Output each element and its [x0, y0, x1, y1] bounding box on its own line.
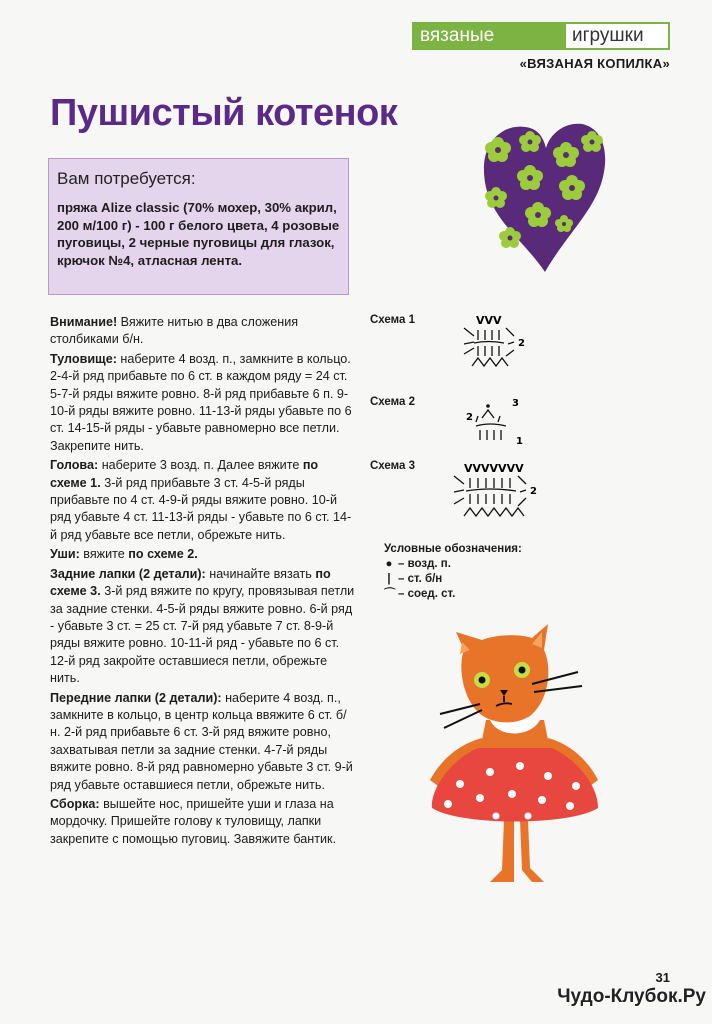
front-paws-text: наберите 4 возд. п., замкните в кольцо, в центр кольца ввяжите 6 ст. б/н. 2-й ряд прибавьте 6 ст. 3-й ряд вяжите ровно, захватывая петли за задние стенки. 4-7-й ряды вяжите ровно. 8-й ряд равномерно убавьте 3 ст. 9-й ряд убавьте оставшиеся петли, обрежьте нить.: [50, 690, 353, 792]
back-paws-scheme: по схеме 3.: [50, 566, 331, 599]
magazine-section: «ВЯЗАНАЯ КОПИЛКА»: [519, 56, 670, 71]
materials-box: [48, 158, 349, 295]
legend-symbol-slip: ⌒: [384, 588, 396, 600]
watermark: Чудо-Клубок.Ру: [557, 986, 706, 1007]
scheme-3-diagram: [450, 460, 542, 520]
materials-text: пряжа Alize classic (70% мохер, 30% акрил, 200 м/100 г) - 100 г белого цвета, 4 розовые пуговицы, 2 черные пуговицы для глазок, крючок №4, атласная лента.: [57, 200, 340, 268]
instruction-body: [50, 351, 355, 455]
legend-title: Условные обозначения:: [384, 543, 522, 555]
heart-illustration: [480, 120, 610, 275]
page-number: 31: [655, 970, 670, 985]
category-tag-right: игрушки: [566, 24, 668, 48]
scheme-3-label: Схема 3: [370, 460, 416, 472]
instruction-assembly: [50, 796, 355, 848]
head-text-2: 3-й ряд прибавьте 3 ст. 4-5-й ряды прибавьте по 4 ст. 4-9-й ряды вяжите ровно. 10-й ряд убавьте 4 ст. 11-13-й ряды - убавьте по 6 ст. 14-й ряд убавьте все петли, обрежьте нить.: [50, 475, 352, 542]
scheme-2-right-number: 3: [512, 398, 519, 409]
cat-illustration: [420, 620, 610, 900]
instructions: [50, 314, 355, 848]
ears-text: вяжите: [79, 547, 129, 562]
scheme-1-top-marks: VVV: [476, 314, 502, 327]
body-text: наберите 4 возд. п., замкните в кольцо. 2-4-й ряд прибавьте по 6 ст. в каждом ряду = 24 ст. 5-7-й ряды вяжите ровно. 8-й ряд прибавьте 6 п. 9-10-й ряды вяжите ровно. 11-13-й ряды убавьте по 6 ст. 14-15-й ряды - убавьте равномерно все петли. Закрепите нить.: [50, 351, 352, 453]
legend-text: – соед. ст.: [398, 588, 456, 600]
cat-right-leg: [520, 820, 544, 882]
scheme-3-side-number: 2: [530, 486, 537, 497]
scheme-1-diagram: [458, 314, 530, 370]
cat-left-leg: [490, 820, 514, 882]
instruction-back-paws: [50, 566, 355, 688]
attention-text: Вяжите нитью в два сложения столбиками б/н.: [50, 315, 299, 347]
front-paws-label: Передние лапки (2 детали):: [50, 690, 222, 705]
legend: [384, 542, 522, 602]
legend-symbol-chain: ●: [385, 558, 393, 570]
page-title: Пушистый котенок: [50, 92, 398, 134]
back-paws-text-2: 3-й ряд вяжите по кругу, провязывая петли за задние стенки. 4-5-й ряды вяжите ровно. 6-й ряд - убавьте 3 ст. = 25 ст. 7-й ряд убавьте 7 ст. 8-9-й ряды вяжите ровно. 10-11-й ряд - убавьте по 6 ст. 12-й ряд закройте оставшиеся петли, обрежьте нить.: [50, 584, 355, 686]
head-text-1: наберите 3 возд. п. Далее вяжите: [98, 458, 303, 473]
legend-text: – возд. п.: [398, 558, 451, 570]
scheme-2-diagram: [462, 396, 524, 448]
ears-label: Уши:: [50, 547, 80, 562]
attention-label: Внимание!: [50, 315, 118, 329]
instruction-attention: [50, 314, 355, 349]
body-label: Туловище:: [50, 351, 117, 366]
legend-text: – ст. б/н: [398, 573, 443, 585]
legend-item: [384, 587, 522, 602]
back-paws-text-1: начинайте вязать: [205, 566, 316, 581]
scheme-3-top-marks: VVVVVVV: [464, 462, 524, 475]
scheme-2-label: Схема 2: [370, 396, 416, 408]
legend-item: [384, 557, 522, 572]
scheme-1-side-number: 2: [518, 338, 525, 349]
scheme-1-label: Схема 1: [370, 314, 416, 326]
category-tag-left: вязаные: [414, 24, 566, 48]
assembly-label: Сборка:: [50, 796, 100, 811]
legend-item: [384, 572, 522, 587]
legend-symbol-sc: |: [387, 573, 391, 585]
scheme-2-left-number: 2: [466, 412, 473, 423]
instruction-front-paws: [50, 690, 355, 794]
head-label: Голова:: [50, 458, 99, 473]
category-tag: [412, 22, 670, 50]
instruction-head: [50, 457, 355, 544]
instruction-ears: [50, 546, 355, 563]
materials-heading: Вам потребуется:: [57, 169, 196, 188]
head-scheme: по схеме 1.: [50, 458, 319, 490]
ears-scheme: по схеме 2.: [128, 547, 198, 562]
back-paws-label: Задние лапки (2 детали):: [50, 566, 206, 581]
assembly-text: вышейте нос, пришейте уши и глаза на мордочку. Пришейте голову к туловищу, лапки закрепите с помощью пуговиц. Завяжите бантик.: [50, 796, 337, 846]
cat-head: [456, 624, 548, 722]
scheme-2-bottom-number: 1: [516, 436, 523, 447]
